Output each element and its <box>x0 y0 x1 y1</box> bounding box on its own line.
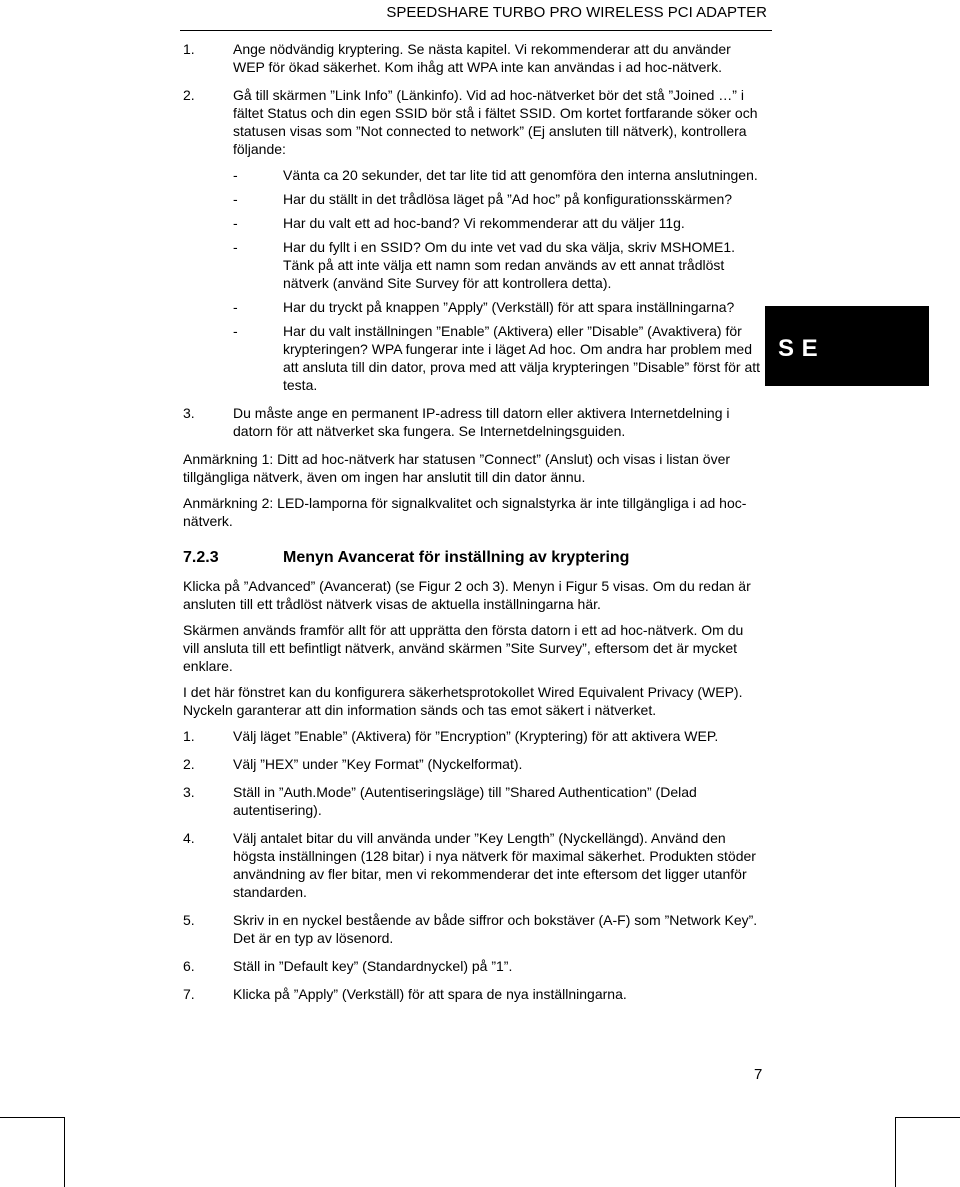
check-text: Har du valt ett ad hoc-band? Vi rekommenderar att du väljer 11g. <box>283 215 685 231</box>
list-item <box>183 985 763 1003</box>
check-item <box>233 214 763 232</box>
item-number: 2. <box>183 756 195 772</box>
list-item <box>183 727 763 745</box>
item-text: Skriv in en nyckel bestående av både siffror och bokstäver (A-F) som ”Network Key”. Det är en typ av lösenord. <box>233 912 758 946</box>
dash-bullet: - <box>233 239 238 255</box>
check-text: Har du tryckt på knappen ”Apply” (Verkställ) för att spara inställningarna? <box>283 299 735 315</box>
item-text: Gå till skärmen ”Link Info” (Länkinfo). Vid ad hoc-nätverket bör det stå ”Joined …” i fältet Status och din egen SSID bör stå i fältet SSID. Om kortet fortfarande söker och statusen visas som ”Not connected to network” (Ej ansluten till nätverk), kontrollera följande: <box>233 87 758 157</box>
list-item <box>183 783 763 819</box>
crop-mark-left-h <box>0 1117 64 1118</box>
item-text: Du måste ange en permanent IP-adress till datorn eller aktivera Internetdelning i datorn för att nätverket ska fungera. Se Internetdelningsguiden. <box>233 405 730 439</box>
section-paragraph: Skärmen används framför allt för att upprätta den första datorn i ett ad hoc-nätverk. Om du vill ansluta till ett befintligt nätverk, använd skärmen ”Site Survey”, eftersom det är mycket enklare. <box>183 622 744 674</box>
check-item <box>233 298 763 316</box>
item-number: 4. <box>183 830 195 846</box>
check-text: Har du valt inställningen ”Enable” (Aktivera) eller ”Disable” (Avaktivera) för krypteringen? WPA fungerar inte i läget Ad hoc. Om andra har problem med att ansluta till din dator, prova med att välja krypteringen ”Disable” först för att testa. <box>283 323 761 393</box>
header-title: SPEEDSHARE TURBO PRO WIRELESS PCI ADAPTER <box>386 4 767 21</box>
list-item <box>183 829 763 901</box>
item-number: 5. <box>183 912 195 928</box>
item-number: 6. <box>183 958 195 974</box>
language-tab <box>765 306 929 386</box>
check-item <box>233 238 763 292</box>
check-item <box>233 190 763 208</box>
list-item <box>183 404 763 440</box>
item-number: 7. <box>183 986 195 1002</box>
section-title: Menyn Avancerat för inställning av kryptering <box>283 549 630 566</box>
check-text: Vänta ca 20 sekunder, det tar lite tid att genomföra den interna anslutningen. <box>283 167 758 183</box>
check-item <box>233 166 763 184</box>
section-paragraph: Klicka på ”Advanced” (Avancerat) (se Figur 2 och 3). Menyn i Figur 5 visas. Om du redan är ansluten till ett trådlöst nätverk visas de aktuella inställningarna här. <box>183 578 751 612</box>
item-text: Ange nödvändig kryptering. Se nästa kapitel. Vi rekommenderar att du använder WEP för ökad säkerhet. Kom ihåg att WPA inte kan användas i ad hoc-nätverk. <box>233 41 731 75</box>
item-number: 1. <box>183 728 195 744</box>
dash-bullet: - <box>233 323 238 339</box>
dash-bullet: - <box>233 299 238 315</box>
dash-bullet: - <box>233 215 238 231</box>
item-text: Välj antalet bitar du vill använda under ”Key Length” (Nyckellängd). Använd den högsta inställningen (128 bitar) i nya nätverk för maximal säkerhet. Produkten stöder användning av fler bitar, men vi rekommenderar det inte eftersom det ligger utanför standarden. <box>233 830 756 900</box>
crop-mark-right-v <box>895 1117 896 1187</box>
note-1: Anmärkning 1: Ditt ad hoc-nätverk har statusen ”Connect” (Anslut) och visas i listan över tillgängliga nätverk, även om ingen har anslutit till din dator ännu. <box>183 451 731 485</box>
item-number: 3. <box>183 405 195 421</box>
item-text: Välj ”HEX” under ”Key Format” (Nyckelformat). <box>233 756 523 772</box>
item-number: 3. <box>183 784 195 800</box>
item-number: 1. <box>183 41 195 57</box>
section-number: 7.2.3 <box>183 549 219 566</box>
item-text: Ställ in ”Auth.Mode” (Autentiseringsläge) till ”Shared Authentication” (Delad autentisering). <box>233 784 697 818</box>
dash-bullet: - <box>233 167 238 183</box>
list-item <box>183 755 763 773</box>
crop-mark-right-h <box>895 1117 960 1118</box>
page-content <box>183 40 763 1013</box>
item-text: Välj läget ”Enable” (Aktivera) för ”Encryption” (Kryptering) för att aktivera WEP. <box>233 728 719 744</box>
list-item <box>183 911 763 947</box>
language-tab-label: S E <box>778 335 819 362</box>
section-paragraph: I det här fönstret kan du konfigurera säkerhetsprotokollet Wired Equivalent Privacy (WEP). Nyckeln garanterar att din information sänds och tas emot säkert i nätverket. <box>183 684 743 718</box>
list-item <box>183 86 763 394</box>
steps-list-a <box>183 40 763 440</box>
running-header <box>180 4 772 31</box>
check-text: Har du fyllt i en SSID? Om du inte vet vad du ska välja, skriv MSHOME1. Tänk på att inte välja ett namn som redan används av ett annat trådlöst nätverk (använd Site Survey för att kontrollera detta). <box>283 239 736 291</box>
list-item <box>183 957 763 975</box>
item-text: Ställ in ”Default key” (Standardnyckel) på ”1”. <box>233 958 513 974</box>
section-heading <box>183 549 763 569</box>
check-text: Har du ställt in det trådlösa läget på ”Ad hoc” på konfigurationsskärmen? <box>283 191 733 207</box>
page-number: 7 <box>754 1066 763 1083</box>
checklist <box>233 166 763 394</box>
steps-list-b <box>183 727 763 1003</box>
note-2: Anmärkning 2: LED-lamporna för signalkvalitet och signalstyrka är inte tillgängliga i ad hoc-nätverk. <box>183 495 747 529</box>
check-item <box>233 322 763 394</box>
list-item <box>183 40 763 76</box>
dash-bullet: - <box>233 191 238 207</box>
crop-mark-left-v <box>64 1117 65 1187</box>
item-number: 2. <box>183 87 195 103</box>
item-text: Klicka på ”Apply” (Verkställ) för att spara de nya inställningarna. <box>233 986 627 1002</box>
